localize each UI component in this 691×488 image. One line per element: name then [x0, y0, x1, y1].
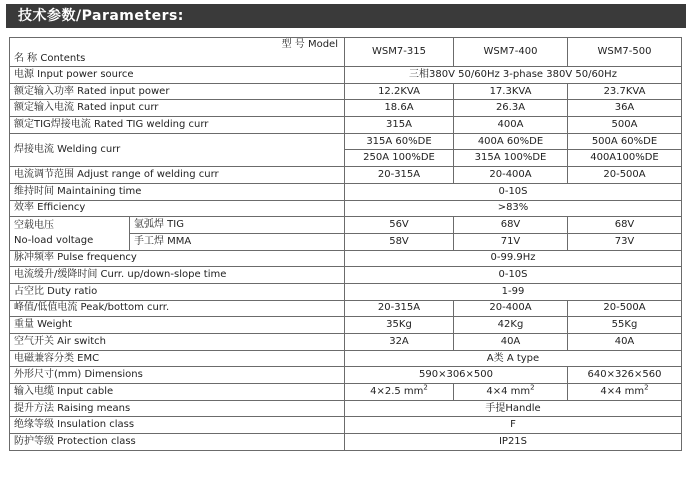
value-cell: 42Kg	[454, 317, 568, 334]
header-label-cell	[10, 38, 345, 67]
value-cell: 250A 100%DE	[345, 150, 454, 167]
table-row	[10, 200, 682, 217]
value-cell: 73V	[568, 233, 682, 250]
table-row	[10, 100, 682, 117]
row-label: 效率 Efficiency	[10, 200, 345, 217]
row-label: 额定输入功率 Rated input power	[10, 83, 345, 100]
table-row	[10, 267, 682, 284]
table-row	[10, 167, 682, 184]
value-cell: 0-10S	[345, 267, 682, 284]
value-cell: 手提Handle	[345, 400, 682, 417]
table-row	[10, 367, 682, 384]
value-cell: 68V	[454, 217, 568, 234]
no-load-label-cn: 空载电压	[14, 220, 54, 232]
value-cell: 400A100%DE	[568, 150, 682, 167]
model-header-label: 型 号 Model	[281, 39, 338, 50]
row-label: 电磁兼容分类 EMC	[10, 350, 345, 367]
value-cell: 500A	[568, 117, 682, 134]
model-name-cell: WSM7-500	[568, 38, 682, 67]
contents-header-label: 名 称 Contents	[14, 53, 86, 64]
value-cell: 400A 60%DE	[454, 133, 568, 150]
value-cell: 1-99	[345, 283, 682, 300]
row-label: 峰值/低值电流 Peak/bottom curr.	[10, 300, 345, 317]
row-label: 额定输入电流 Rated input curr	[10, 100, 345, 117]
cable-spec: 4×4 mm	[600, 385, 645, 397]
value-cell: 40A	[568, 334, 682, 351]
value-cell: 20-315A	[345, 167, 454, 184]
value-cell	[568, 384, 682, 401]
parameters-table	[9, 37, 682, 451]
table-row	[10, 117, 682, 134]
row-sublabel: 氩弧焊 TIG	[130, 217, 345, 234]
row-label: 脉冲频率 Pulse frequency	[10, 250, 345, 267]
row-label: 焊接电流 Welding curr	[10, 133, 345, 166]
table-row	[10, 350, 682, 367]
value-cell: 55Kg	[568, 317, 682, 334]
row-sublabel: 手工焊 MMA	[130, 233, 345, 250]
value-cell: 26.3A	[454, 100, 568, 117]
table-row	[10, 300, 682, 317]
model-name-cell: WSM7-400	[454, 38, 568, 67]
value-cell: 40A	[454, 334, 568, 351]
value-cell	[454, 384, 568, 401]
row-label: 维持时间 Maintaining time	[10, 183, 345, 200]
row-label: 重量 Weight	[10, 317, 345, 334]
cable-spec: 4×4 mm	[486, 385, 531, 397]
value-cell: 315A	[345, 117, 454, 134]
row-label: 电流缓升/缓降时间 Curr. up/down-slope time	[10, 267, 345, 284]
value-cell: 71V	[454, 233, 568, 250]
table-row	[10, 217, 682, 234]
value-cell: 590×306×500	[345, 367, 568, 384]
value-cell: 0-10S	[345, 183, 682, 200]
value-cell: 58V	[345, 233, 454, 250]
value-cell: 36A	[568, 100, 682, 117]
value-cell: 400A	[454, 117, 568, 134]
value-cell: 12.2KVA	[345, 83, 454, 100]
value-cell: 315A 60%DE	[345, 133, 454, 150]
value-cell: 32A	[345, 334, 454, 351]
table-row	[10, 317, 682, 334]
row-label: 防护等级 Protection class	[10, 434, 345, 451]
value-cell: 20-500A	[568, 167, 682, 184]
value-cell: 500A 60%DE	[568, 133, 682, 150]
row-label: 提升方法 Raising means	[10, 400, 345, 417]
row-label: 占空比 Duty ratio	[10, 283, 345, 300]
row-label: 电流调节范围 Adjust range of welding curr	[10, 167, 345, 184]
table-row	[10, 283, 682, 300]
unit-superscript: 2	[423, 383, 428, 392]
value-cell: 17.3KVA	[454, 83, 568, 100]
row-label: 外形尺寸(mm) Dimensions	[10, 367, 345, 384]
value-cell: IP21S	[345, 434, 682, 451]
no-load-label-en: No-load voltage	[14, 235, 94, 247]
value-cell: 640×326×560	[568, 367, 682, 384]
row-label: 绝缘等级 Insulation class	[10, 417, 345, 434]
value-cell: 18.6A	[345, 100, 454, 117]
table-row	[10, 434, 682, 451]
table-row	[10, 384, 682, 401]
value-cell: >83%	[345, 200, 682, 217]
cable-spec: 4×2.5 mm	[370, 385, 424, 397]
row-label: 额定TIG焊接电流 Rated TIG welding curr	[10, 117, 345, 134]
section-title: 技术参数/Parameters:	[18, 8, 184, 24]
value-cell: 20-400A	[454, 300, 568, 317]
unit-superscript: 2	[530, 383, 535, 392]
table-row	[10, 83, 682, 100]
table-row	[10, 67, 682, 84]
no-load-voltage-label	[10, 217, 130, 250]
row-label: 空气开关 Air switch	[10, 334, 345, 351]
value-cell: 20-315A	[345, 300, 454, 317]
section-header-bar	[6, 4, 686, 28]
table-row	[10, 334, 682, 351]
value-cell: A类 A type	[345, 350, 682, 367]
value-cell	[345, 384, 454, 401]
table-row	[10, 133, 682, 150]
table-row	[10, 183, 682, 200]
table-header-row	[10, 38, 682, 67]
unit-superscript: 2	[644, 383, 649, 392]
table-row	[10, 400, 682, 417]
value-cell: 20-400A	[454, 167, 568, 184]
value-cell: 0-99.9Hz	[345, 250, 682, 267]
row-label: 输入电缆 Input cable	[10, 384, 345, 401]
row-label: 电源 Input power source	[10, 67, 345, 84]
value-cell: 20-500A	[568, 300, 682, 317]
table-row	[10, 417, 682, 434]
value-cell: F	[345, 417, 682, 434]
value-cell: 56V	[345, 217, 454, 234]
model-name-cell: WSM7-315	[345, 38, 454, 67]
value-cell: 315A 100%DE	[454, 150, 568, 167]
value-cell: 23.7KVA	[568, 83, 682, 100]
value-cell: 68V	[568, 217, 682, 234]
value-cell: 35Kg	[345, 317, 454, 334]
table-row	[10, 250, 682, 267]
value-cell: 三相380V 50/60Hz 3-phase 380V 50/60Hz	[345, 67, 682, 84]
